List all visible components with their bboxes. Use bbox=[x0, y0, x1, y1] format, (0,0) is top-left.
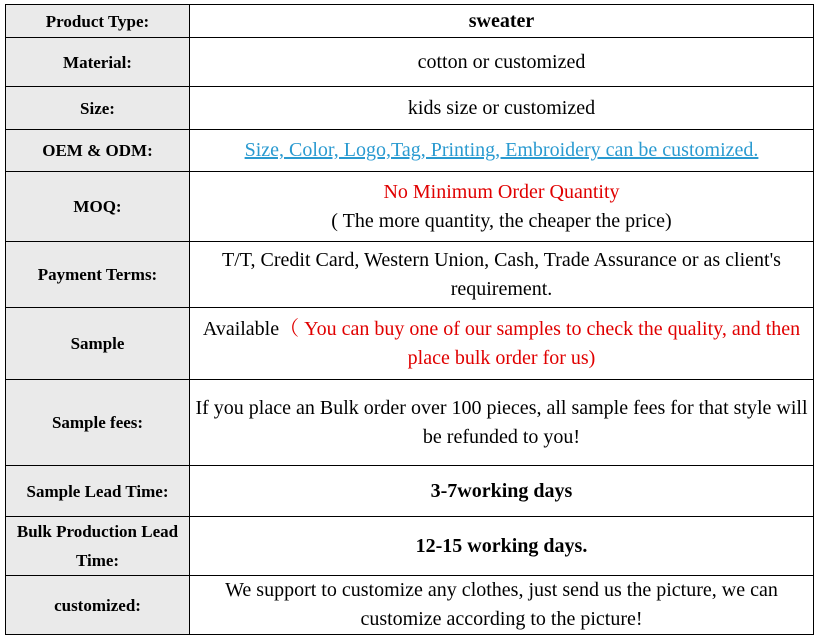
moq-headline: No Minimum Order Quantity bbox=[383, 180, 620, 203]
row-sample-lead-time bbox=[6, 466, 814, 517]
value-material: cotton or customized bbox=[190, 38, 814, 87]
value-sample bbox=[190, 308, 814, 380]
value-oem-odm bbox=[190, 130, 814, 172]
sample-note: （ You can buy one of our samples to check the quality, and then place bulk order for us) bbox=[279, 317, 801, 369]
label-material: Material: bbox=[6, 38, 190, 87]
row-customized bbox=[6, 576, 814, 635]
value-size: kids size or customized bbox=[190, 87, 814, 130]
value-customized: We support to customize any clothes, just send us the picture, we can customize according to the picture! bbox=[190, 576, 814, 635]
product-spec-table bbox=[5, 4, 814, 635]
value-payment-terms: T/T, Credit Card, Western Union, Cash, Trade Assurance or as client's requirement. bbox=[190, 242, 814, 308]
label-product-type: Product Type: bbox=[6, 5, 190, 38]
oem-odm-link[interactable]: Size, Color, Logo,Tag, Printing, Embroidery can be customized. bbox=[244, 139, 759, 161]
row-product-type bbox=[6, 5, 814, 38]
value-sample-lead-time: 3-7working days bbox=[190, 466, 814, 517]
label-size: Size: bbox=[6, 87, 190, 130]
label-payment-terms: Payment Terms: bbox=[6, 242, 190, 308]
label-moq: MOQ: bbox=[6, 172, 190, 242]
value-product-type: sweater bbox=[190, 5, 814, 38]
value-bulk-production: 12-15 working days. bbox=[190, 517, 814, 576]
label-customized: customized: bbox=[6, 576, 190, 635]
row-oem-odm bbox=[6, 130, 814, 172]
row-moq bbox=[6, 172, 814, 242]
label-sample-lead-time: Sample Lead Time: bbox=[6, 466, 190, 517]
moq-note: ( The more quantity, the cheaper the price) bbox=[331, 209, 672, 232]
row-size bbox=[6, 87, 814, 130]
row-payment-terms bbox=[6, 242, 814, 308]
label-bulk-production: Bulk Production Lead Time: bbox=[6, 517, 190, 576]
row-bulk-production bbox=[6, 517, 814, 576]
label-sample: Sample bbox=[6, 308, 190, 380]
row-material bbox=[6, 38, 814, 87]
sample-available: Available bbox=[202, 317, 280, 340]
row-sample bbox=[6, 308, 814, 380]
label-sample-fees: Sample fees: bbox=[6, 380, 190, 466]
value-moq bbox=[190, 172, 814, 242]
label-oem-odm: OEM & ODM: bbox=[6, 130, 190, 172]
row-sample-fees bbox=[6, 380, 814, 466]
value-sample-fees: If you place an Bulk order over 100 pieces, all sample fees for that style will be refunded to you! bbox=[190, 380, 814, 466]
